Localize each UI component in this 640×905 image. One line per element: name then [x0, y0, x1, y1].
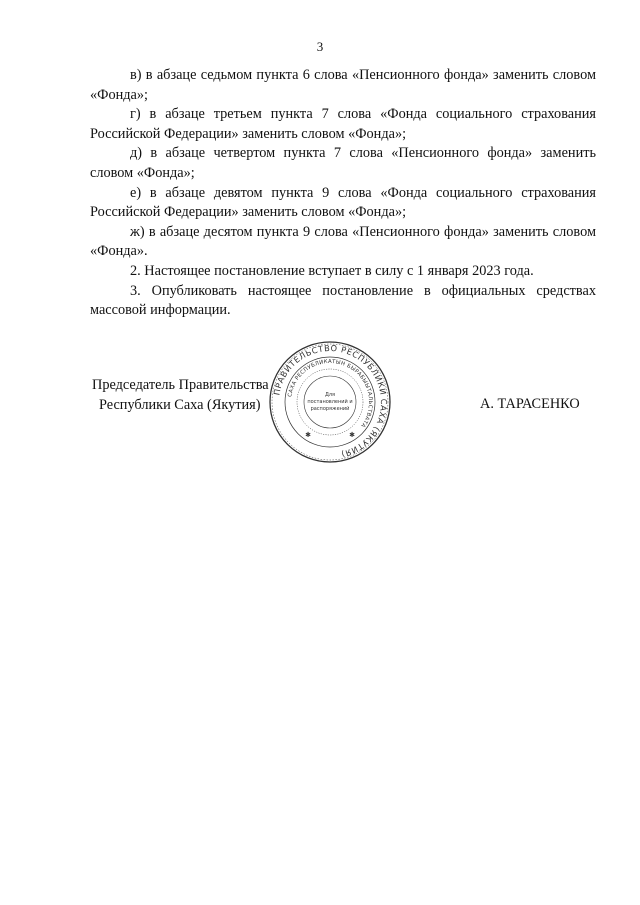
paragraph-zh: ж) в абзаце десятом пункта 9 слова «Пенсионного фонда» заменить словом «Фонда». [90, 223, 596, 260]
signatory-title-line1: Председатель Правительства [92, 377, 269, 393]
signatory-title [92, 376, 292, 415]
svg-text:✱: ✱ [305, 431, 311, 439]
paragraph-v: в) в абзаце седьмом пункта 6 слова «Пенсионного фонда» заменить словом «Фонда»; [90, 67, 596, 103]
paragraph-e: е) в абзаце девятом пункта 9 слова «Фонда социального страхования Российской Федерации» заменить словом «Фонда»; [90, 184, 596, 221]
seal-center-line3: распоряжений [310, 406, 350, 412]
document-body [90, 66, 596, 321]
page-number: 3 [316, 39, 324, 54]
paragraph-3: 3. Опубликовать настоящее постановление в официальных средствах массовой информации. [90, 282, 596, 319]
seal-inner-text: САХА РЕСПУБЛИКАТЫН БЫРАБЫЫТАЛЬСТВАТА [287, 358, 374, 429]
signatory-name: А. ТАРАСЕНКО [480, 396, 580, 412]
seal-center-line1: Для [324, 392, 336, 398]
paragraph-2: 2. Настоящее постановление вступает в силу с 1 января 2023 года. [130, 262, 534, 279]
svg-text:✱: ✱ [349, 431, 355, 439]
signatory-title-line2: Республики Саха (Якутия) [99, 396, 261, 413]
paragraph-g: г) в абзаце третьем пункта 7 слова «Фонда социального страхования Российской Федерации» заменить словом «Фонда»; [90, 106, 596, 142]
seal-outer-text: ПРАВИТЕЛЬСТВО РЕСПУБЛИКИ САХА (ЯКУТИЯ) [271, 342, 390, 460]
paragraph-d: д) в абзаце четвертом пункта 7 слова «Пенсионного фонда» заменить словом «Фонда»; [90, 145, 596, 181]
official-seal [268, 340, 392, 464]
seal-center-line2: постановлений и [307, 399, 353, 405]
